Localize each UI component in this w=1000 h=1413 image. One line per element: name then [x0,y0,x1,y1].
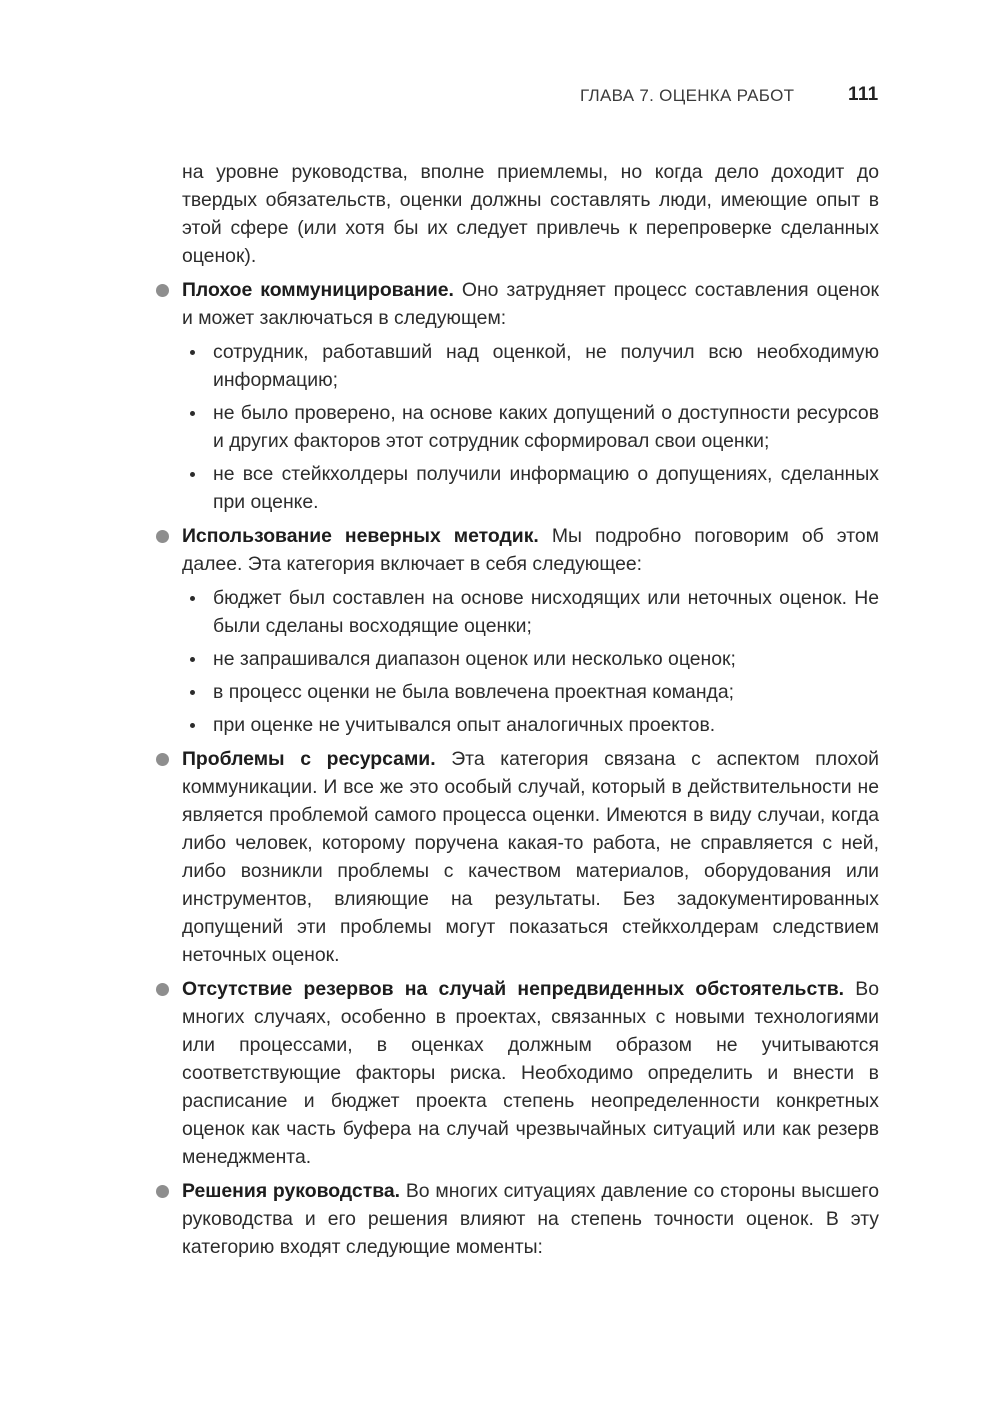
bullet-dot-icon [156,983,169,996]
bullet-dot-icon [156,1185,169,1198]
bullet-text: Эта категория связана с аспектом плохой коммуникации. И все же это особый случай, который в действительности не является проблемой самого процесса оценки. Имеются в виду случаи, когда либо человек, которому поручена какая-то работа, не справляется с ней, либо возникли проблемы с качеством материалов, оборудования или инструментов, влияющие на результаты. Без задокументированных допущений эти проблемы могут показаться стейкхолдерам следствием неточных оценок. [182,748,879,966]
sub-item-text: не запрашивался диапазон оценок или несколько оценок; [213,648,736,670]
chapter-title: ГЛАВА 7. ОЦЕНКА РАБОТ [580,86,795,105]
sub-item-text: не все стейкхолдеры получили информацию о допущениях, сделанных при оценке. [213,463,879,513]
bullet-paragraph [182,745,879,969]
sub-item-text: при оценке не учитывался опыт аналогичных проектов. [213,714,716,736]
intro-paragraph: на уровне руководства, вполне приемлемы, но когда дело доходит до твердых обязательств, оценки должны составлять люди, имеющие опыт в этой сфере (или хотя бы их следует привлечь к перепроверке сделанных оценок). [182,161,879,267]
bullet-paragraph [182,1177,879,1261]
bullet-dot-icon [156,753,169,766]
sub-bullet-icon [190,411,195,416]
bullet-item [182,745,879,969]
bullet-title: Отсутствие резервов на случай непредвиденных обстоятельств. [182,978,845,1000]
bullet-title: Проблемы с ресурсами. [182,748,436,770]
page-number: 111 [848,84,879,105]
sub-list [182,338,879,516]
bullet-title: Решения руководства. [182,1180,401,1202]
bullet-text: Во многих случаях, особенно в проектах, связанных с новыми технологиями или процессами, в оценках должным образом не учитываются соответствующие факторы риска. Необходимо определить и внести в расписание и бюджет проекта степень неопределенности конкретных оценок как часть буфера на случай чрезвычайных ситуаций или как резерв менеджмента. [182,978,879,1168]
sub-item-text: бюджет был составлен на основе нисходящих или неточных оценок. Не были сделаны восходящие оценки; [213,587,879,637]
sub-bullet-icon [190,472,195,477]
sub-list-item [182,460,879,516]
sub-bullet-icon [190,596,195,601]
sub-list-item [182,338,879,394]
sub-bullet-icon [190,723,195,728]
sub-list-item [182,711,879,739]
sub-list-item [182,584,879,640]
bullet-paragraph [182,276,879,332]
bullet-dot-icon [156,530,169,543]
sub-item-text: не было проверено, на основе каких допущений о доступности ресурсов и других факторов этот сотрудник сформировал свои оценки; [213,402,879,452]
sub-item-text: в процесс оценки не была вовлечена проектная команда; [213,681,735,703]
bullet-text: Оно затрудняет процесс составления оценок и может заключаться в следующем: [182,279,879,329]
bullet-item [182,975,879,1171]
sub-list-item [182,645,879,673]
running-head [580,86,880,106]
bullet-paragraph [182,975,879,1171]
sub-list [182,584,879,739]
bullet-text: Во многих ситуациях давление со стороны высшего руководства и его решения влияют на степень точности оценок. В эту категорию входят следующие моменты: [182,1180,879,1258]
sub-bullet-icon [190,657,195,662]
bullet-text: Мы подробно поговорим об этом далее. Эта категория включает в себя следующее: [182,525,880,575]
bullet-title: Использование неверных методик. [182,525,539,547]
sub-item-text: сотрудник, работавший над оценкой, не получил всю необходимую информацию; [213,341,879,391]
bullet-dot-icon [156,284,169,297]
sub-bullet-icon [190,690,195,695]
bullet-paragraph [182,522,879,578]
sub-list-item [182,399,879,455]
bullet-item [182,522,879,739]
bullet-title: Плохое коммуницирование. [182,279,454,301]
sub-list-item [182,678,879,706]
bullet-item [182,1177,879,1261]
page-body [182,158,879,1261]
bullet-item [182,276,879,516]
sub-bullet-icon [190,350,195,355]
